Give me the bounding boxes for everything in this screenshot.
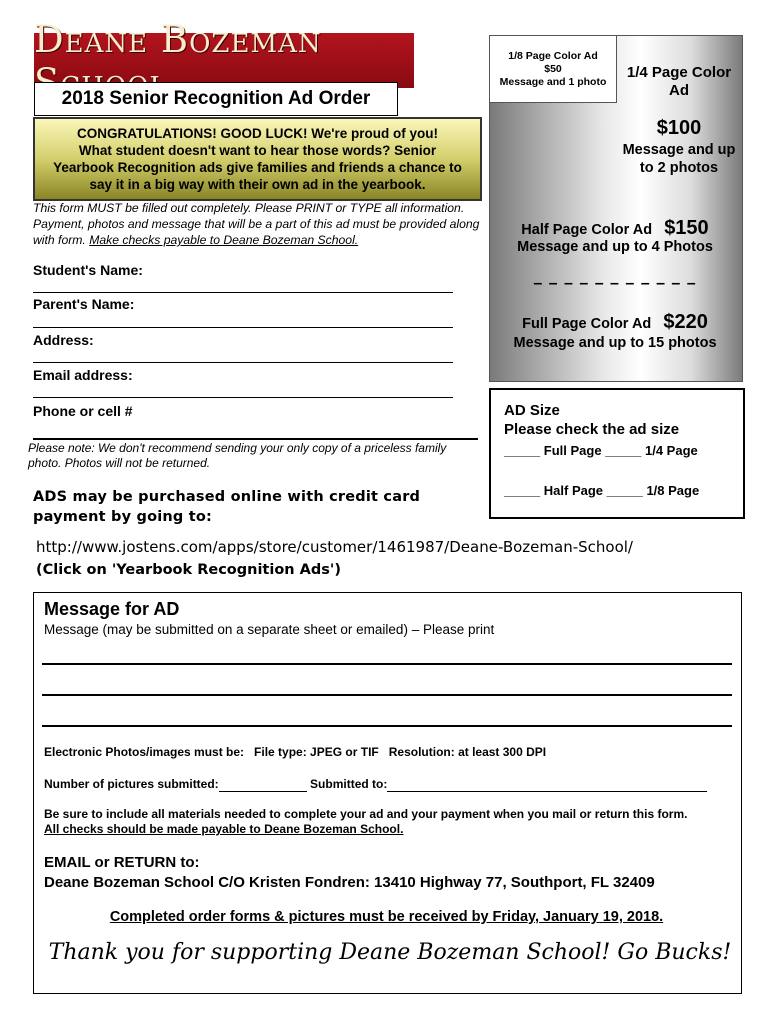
school-banner: [34, 17, 414, 88]
message-section: [33, 592, 742, 994]
page-title: 2018 Senior Recognition Ad Order: [34, 82, 398, 116]
message-heading: Message for AD: [44, 599, 180, 619]
half-option: [489, 217, 741, 240]
half-desc: Message and up to 4 Photos: [517, 239, 713, 255]
eighth-desc: Message and 1 photo: [499, 75, 607, 88]
eighth-price: $50: [544, 62, 562, 75]
eighth-page-label: 1/8 Page: [646, 483, 700, 498]
phone-label: Phone or cell #: [33, 403, 133, 419]
submitted-to-label: Submitted to:: [310, 777, 388, 791]
num-pictures-label: Number of pictures submitted:: [44, 777, 219, 791]
quarter-page-label: 1/4 Page: [644, 443, 698, 458]
ad-size-row-1: [504, 443, 698, 458]
phone-field[interactable]: [33, 438, 478, 440]
eighth-page-checkbox[interactable]: _____: [606, 483, 643, 498]
parent-name-field[interactable]: [33, 327, 453, 328]
ad-size-prompt: Please check the ad size: [504, 421, 680, 438]
pricing-divider: – – – – – – – – – – –: [533, 275, 697, 292]
online-purchase-text: ADS may be purchased online with credit card payment by going to:: [33, 489, 421, 525]
eighth-title: 1/8 Page Color Ad: [508, 49, 598, 62]
quarter-desc: Message and up to 2 photos: [622, 142, 736, 176]
quarter-page-checkbox[interactable]: _____: [605, 443, 642, 458]
photo-note: Please note: We don't recommend sending your only copy of a priceless family photo. Photos will not be returned.: [28, 441, 447, 470]
instructions: [33, 200, 483, 248]
email-field[interactable]: [33, 397, 453, 398]
quarter-price: $100: [656, 117, 702, 139]
half-price: $150: [664, 217, 709, 239]
email-label: Email address:: [33, 367, 133, 383]
eighth-page-option: [489, 35, 617, 103]
checks-payable-note: Make checks payable to Deane Bozeman School.: [89, 233, 359, 247]
address-label: Address:: [33, 332, 94, 348]
full-price: $220: [663, 311, 708, 333]
photo-requirements: Electronic Photos/images must be: File type: JPEG or TIF Resolution: at least 300 DPI: [44, 745, 547, 759]
ad-size-heading: AD Size: [504, 402, 560, 419]
message-subheading: Message (may be submitted on a separate sheet or emailed) – Please print: [44, 622, 495, 637]
student-name-label: Student's Name:: [33, 262, 143, 278]
full-page-label: Full Page: [543, 443, 602, 458]
half-title: Half Page Color Ad: [521, 222, 653, 238]
full-desc: Message and up to 15 photos: [513, 335, 717, 351]
message-line-1[interactable]: [42, 663, 732, 665]
return-heading: EMAIL or RETURN to:: [44, 854, 200, 871]
message-line-2[interactable]: [42, 694, 732, 696]
message-line-3[interactable]: [42, 725, 732, 727]
checks-note: All checks should be made payable to Deane Bozeman School.: [44, 822, 404, 836]
deadline-note: Completed order forms & pictures must be received by Friday, January 19, 2018.: [109, 909, 664, 925]
thank-you-message: Thank you for supporting Deane Bozeman School! Go Bucks!: [48, 940, 732, 965]
parent-name-label: Parent's Name:: [33, 296, 135, 312]
half-page-checkbox[interactable]: _____: [504, 483, 541, 498]
congrats-line: What student doesn't want to hear those words? Senior: [78, 143, 437, 158]
congrats-line: say it in a big way with their own ad in the yearbook.: [89, 177, 426, 192]
school-name: Deane Bozeman: [34, 17, 322, 61]
return-address: Deane Bozeman School C/O Kristen Fondren: 13410 Highway 77, Southport, FL 32409: [44, 874, 655, 891]
student-name-field[interactable]: [33, 292, 453, 293]
congrats-box: [33, 117, 482, 201]
full-title: Full Page Color Ad: [522, 316, 652, 332]
instructions-text: This form MUST be filled out completely. Please PRINT or TYPE all information. Payment, photos and message that will be a part of this ad must be provided along with form.: [33, 201, 480, 247]
include-materials-note: Be sure to include all materials needed to complete your ad and your payment when you mail or return this form.: [44, 807, 688, 821]
ad-size-row-2: [504, 483, 699, 498]
click-instruction: (Click on 'Yearbook Recognition Ads'): [36, 562, 341, 578]
num-pictures-field[interactable]: [219, 777, 307, 792]
submitted-to-field[interactable]: [387, 777, 707, 792]
address-field[interactable]: [33, 362, 453, 363]
full-page-checkbox[interactable]: _____: [504, 443, 541, 458]
pictures-row: [44, 777, 707, 792]
quarter-title: 1/4 Page Color Ad: [626, 64, 732, 99]
congrats-line: Yearbook Recognition ads give families and friends a chance to: [53, 160, 462, 175]
store-url[interactable]: http://www.jostens.com/apps/store/customer/1461987/Deane-Bozeman-School/: [36, 538, 633, 556]
half-page-label: Half Page: [543, 483, 604, 498]
congrats-line: CONGRATULATIONS! GOOD LUCK! We're proud of you!: [77, 126, 438, 141]
full-option: [489, 311, 741, 334]
